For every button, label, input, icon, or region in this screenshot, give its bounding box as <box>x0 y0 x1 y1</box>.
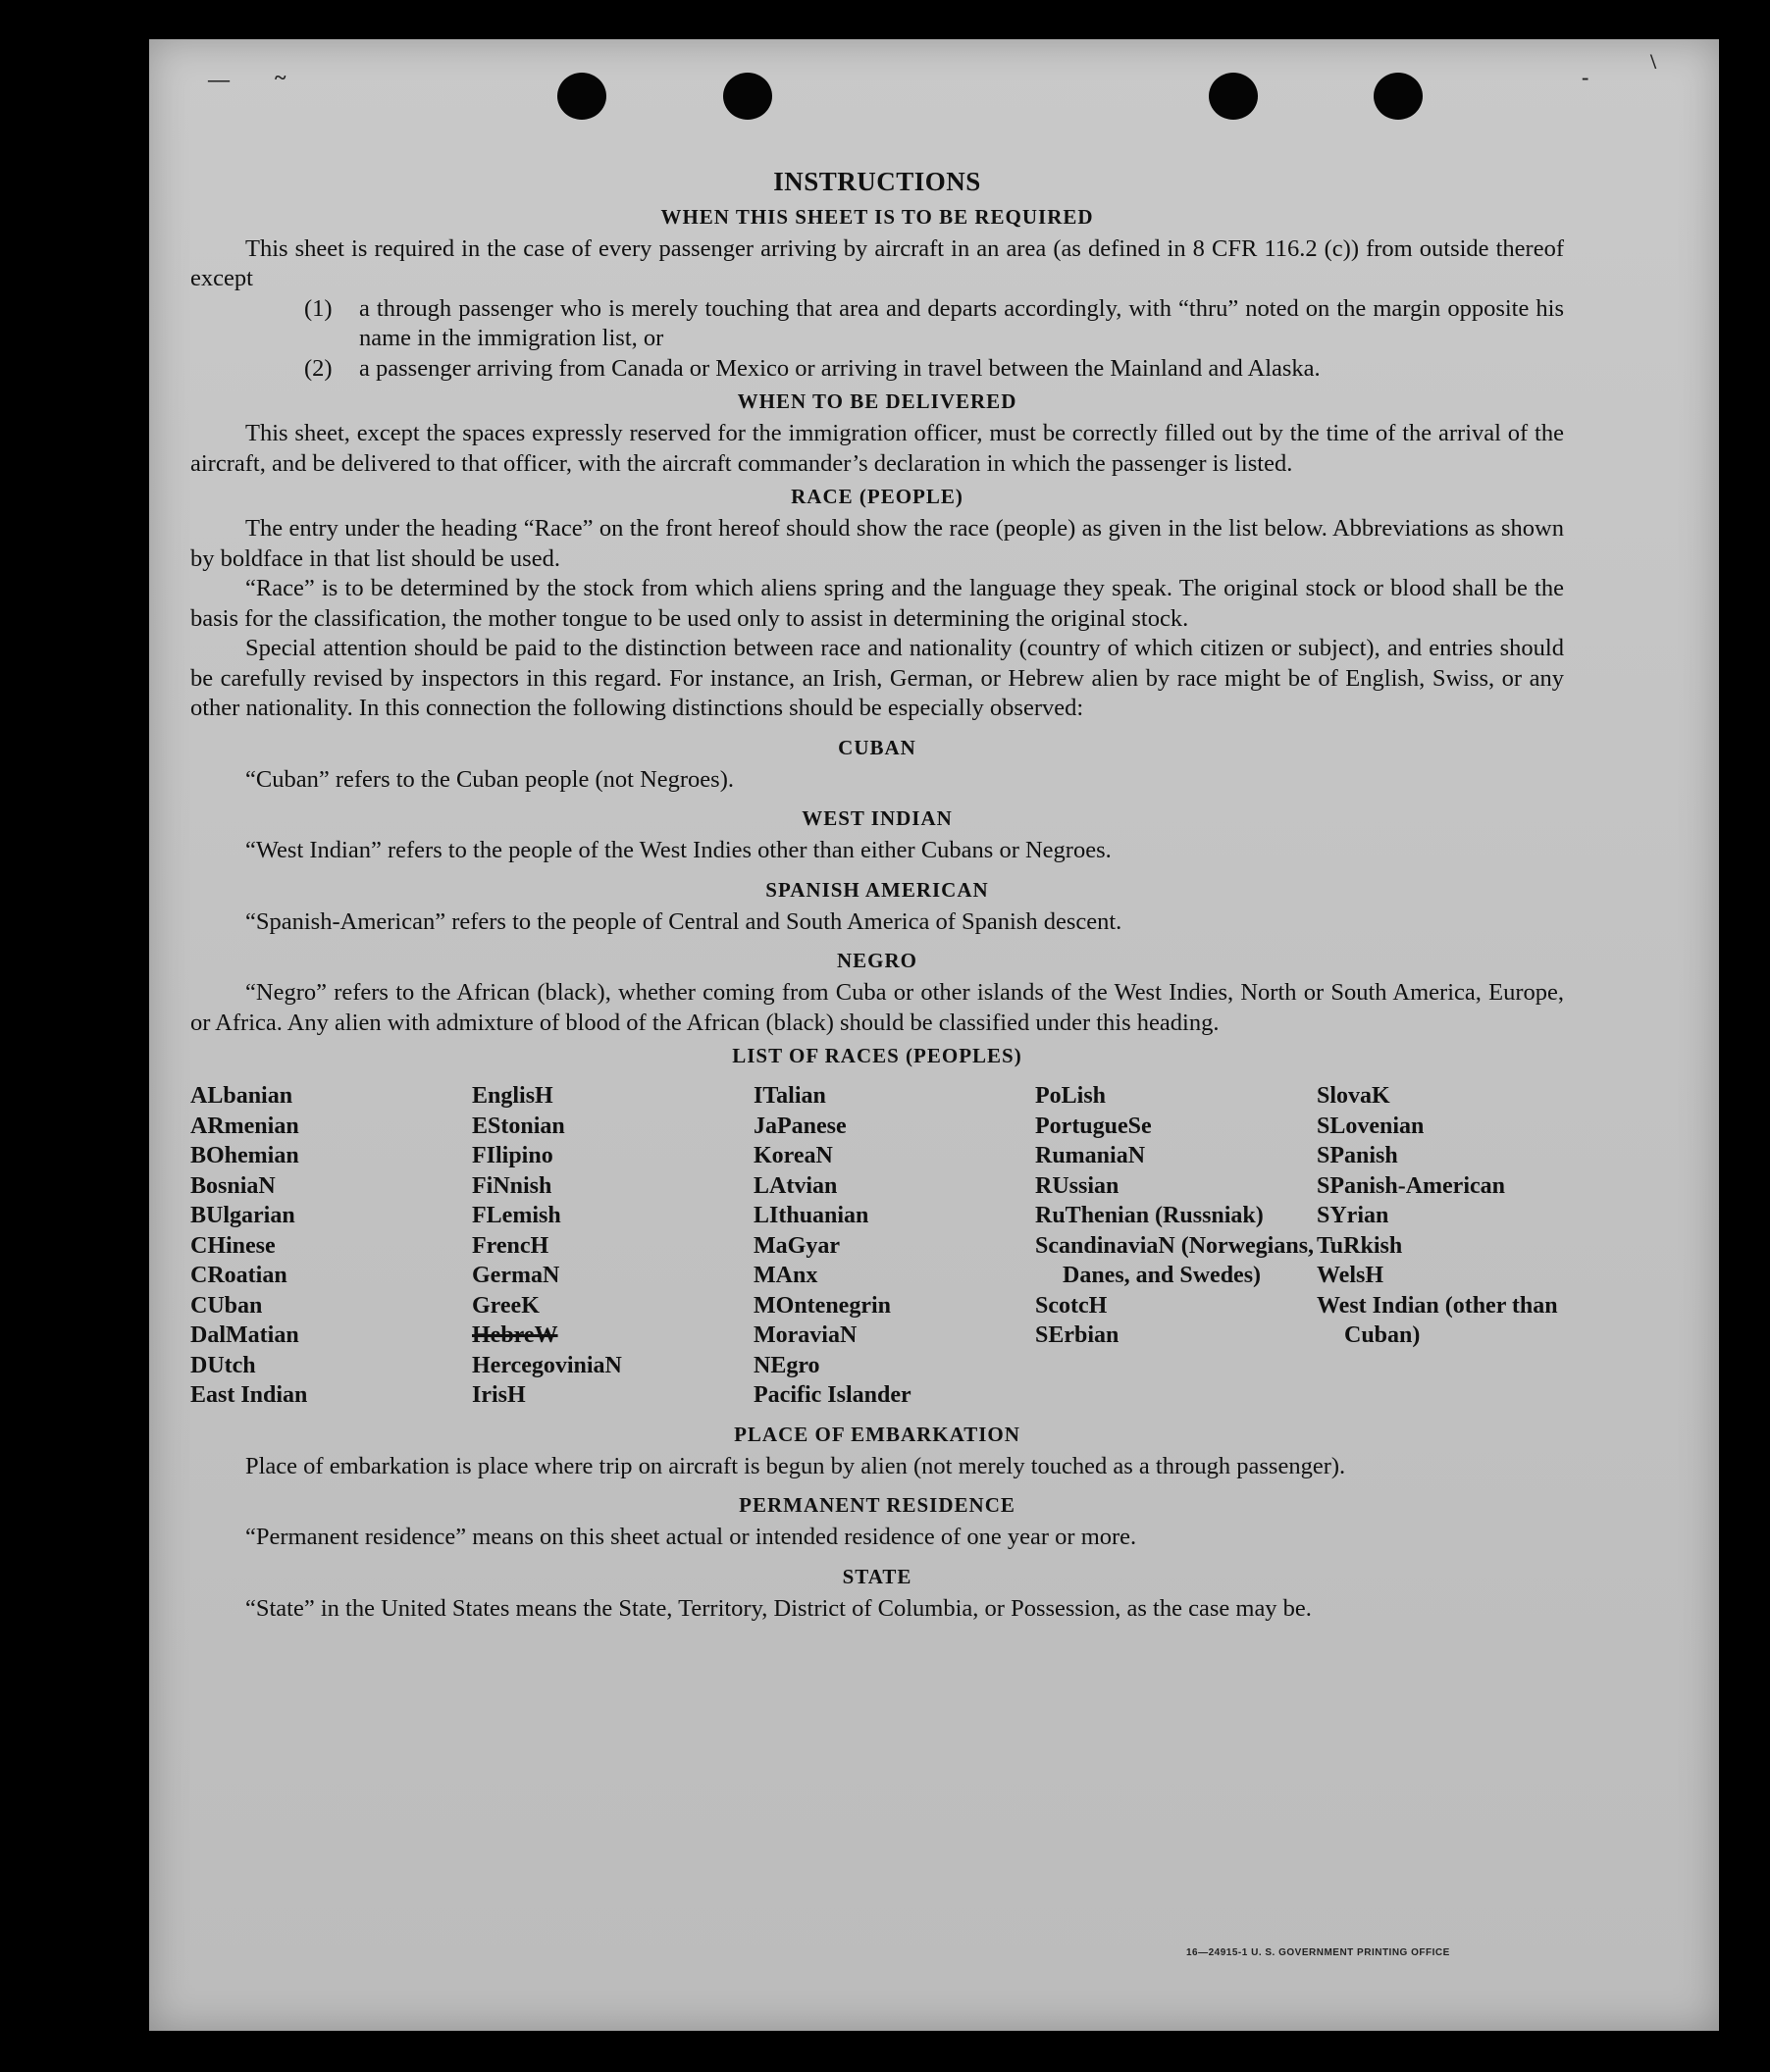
race-item: East Indian <box>190 1382 308 1408</box>
race-item: JaPanese <box>754 1113 847 1139</box>
item-text: a through passenger who is merely touching that area and departs accordingly, with “thru” noted on the margin opposite his name in the immigration list, or <box>359 294 1564 351</box>
section-heading: RACE (PEOPLE) <box>791 485 963 508</box>
race-item: SLovenian <box>1317 1113 1425 1139</box>
paragraph: “Spanish-American” refers to the people of Central and South America of Spanish descent. <box>245 907 1122 935</box>
section-heading: WHEN THIS SHEET IS TO BE REQUIRED <box>660 204 1094 229</box>
race-item: KoreaN <box>754 1143 833 1168</box>
race-item: RumaniaN <box>1035 1143 1146 1168</box>
punch-hole <box>1374 73 1423 120</box>
printer-imprint: 16—24915-1 U. S. GOVERNMENT PRINTING OFFICE <box>1186 1947 1450 1958</box>
paragraph: This sheet, except the spaces expressly reserved for the immigration officer, must be correctly filled out by the time of the arrival of the aircraft, and be delivered to that officer, with the aircraft commander’s declaration in which the passenger is listed. <box>190 420 1564 477</box>
section-heading: WHEN TO BE DELIVERED <box>737 389 1017 413</box>
race-list <box>190 1081 1564 1411</box>
instructions-content <box>190 167 1564 1624</box>
race-item: CHinese <box>190 1232 276 1259</box>
race-item: SPanish-American <box>1317 1172 1505 1199</box>
section-heading: STATE <box>842 1564 912 1588</box>
race-item: RuThenian (Russniak) <box>1035 1203 1264 1228</box>
document-page <box>149 39 1719 2031</box>
paragraph: “Negro” refers to the African (black), whether coming from Cuba or other islands of the West Indies, North or South America, Europe, or Africa. Any alien with admixture of blood of the African (black) should be classified under this heading. <box>190 979 1564 1036</box>
race-item: ARmenian <box>190 1113 299 1139</box>
race-item: GermaN <box>472 1263 560 1288</box>
section-heading: WEST INDIAN <box>802 806 953 830</box>
race-item: EnglisH <box>472 1083 553 1109</box>
race-column <box>754 1081 1035 1411</box>
list-item <box>304 354 1564 385</box>
race-item: CRoatian <box>190 1263 287 1288</box>
race-item: MAnx <box>754 1263 818 1288</box>
list-item <box>304 294 1564 354</box>
race-item: ALbanian <box>190 1083 293 1109</box>
race-item: PoLish <box>1035 1083 1107 1109</box>
section-heading: NEGRO <box>836 949 917 972</box>
race-item: MoraviaN <box>754 1322 858 1348</box>
race-item: HercegoviniaN <box>472 1352 622 1378</box>
scan-mark: - <box>1582 65 1589 89</box>
race-item: SlovaK <box>1317 1083 1390 1109</box>
race-item: PortugueSe <box>1035 1113 1152 1139</box>
race-item: MaGyar <box>754 1232 840 1259</box>
paragraph: The entry under the heading “Race” on the front hereof should show the race (people) as given in the list below. Abbreviations as shown by boldface in that list should be used. <box>190 515 1564 572</box>
race-item: FiNnish <box>472 1172 552 1199</box>
item-number: (2) <box>304 354 333 382</box>
section-heading: SPANISH AMERICAN <box>765 877 989 902</box>
section-heading: PERMANENT RESIDENCE <box>739 1493 1015 1517</box>
paragraph: “Cuban” refers to the Cuban people (not Negroes). <box>245 765 734 793</box>
page-title: INSTRUCTIONS <box>773 167 981 196</box>
race-item: ScandinaviaN (Norwegians, Danes, and Swedes) <box>1035 1232 1315 1288</box>
section-heading: CUBAN <box>838 735 916 759</box>
race-column <box>190 1081 472 1411</box>
race-item: SErbian <box>1035 1322 1119 1348</box>
race-item: WelsH <box>1317 1263 1384 1288</box>
race-item: ITalian <box>754 1083 826 1109</box>
race-item: NEgro <box>754 1352 820 1378</box>
race-item: TuRkish <box>1317 1232 1403 1259</box>
race-item: LAtvian <box>754 1172 838 1199</box>
paragraph: Special attention should be paid to the distinction between race and nationality (country of which citizen or subject), and entries should be carefully revised by inspectors in this regard. For instance, an Irish, German, or Hebrew alien by race might be of English, Swiss, or any other nationality. In this connection the following distinctions should be especially observed: <box>190 635 1564 721</box>
paragraph: Place of embarkation is place where trip on aircraft is begun by alien (not merely touched as a through passenger). <box>245 1452 1346 1479</box>
punch-hole <box>1209 73 1258 120</box>
paragraph: “Permanent residence” means on this sheet actual or intended residence of one year or more. <box>245 1524 1137 1550</box>
section-heading: LIST OF RACES (PEOPLES) <box>732 1044 1022 1067</box>
race-item: DalMatian <box>190 1322 299 1348</box>
scan-mark: — <box>208 67 230 91</box>
paragraph: This sheet is required in the case of every passenger arriving by aircraft in an area (as defined in 8 CFR 116.2 (c)) from outside thereof except <box>190 234 1564 291</box>
race-column <box>472 1081 754 1411</box>
race-item: BosniaN <box>190 1172 276 1199</box>
punch-hole <box>723 73 772 120</box>
paragraph: “West Indian” refers to the people of the West Indies other than either Cubans or Negroes. <box>245 837 1112 863</box>
race-item: DUtch <box>190 1352 256 1378</box>
race-item: SYrian <box>1317 1203 1389 1228</box>
item-text: a passenger arriving from Canada or Mexico or arriving in travel between the Mainland and Alaska. <box>359 354 1321 382</box>
race-item: West Indian (other than Cuban) <box>1317 1292 1558 1348</box>
paragraph: “Race” is to be determined by the stock from which aliens spring and the language they speak. The original stock or blood shall be the basis for the classification, the mother tongue to be used only to assist in determining the original stock. <box>190 575 1564 632</box>
race-item: ScotcH <box>1035 1292 1108 1319</box>
section-heading: PLACE OF EMBARKATION <box>734 1422 1020 1446</box>
race-item: FIlipino <box>472 1143 553 1168</box>
race-item: FLemish <box>472 1203 561 1228</box>
race-item: BOhemian <box>190 1143 299 1168</box>
race-item: RUssian <box>1035 1172 1119 1199</box>
paragraph: “State” in the United States means the State, Territory, District of Columbia, or Possession, as the case may be. <box>245 1594 1312 1622</box>
race-item: IrisH <box>472 1382 526 1408</box>
race-column <box>1035 1081 1317 1411</box>
race-column <box>1317 1081 1572 1411</box>
race-item: HebreW <box>472 1322 558 1348</box>
scan-mark: \ <box>1650 49 1657 74</box>
race-item: LIthuanian <box>754 1203 869 1228</box>
race-item: Pacific Islander <box>754 1382 911 1408</box>
race-item: MOntenegrin <box>754 1292 891 1319</box>
race-item: GreeK <box>472 1292 540 1319</box>
item-number: (1) <box>304 294 333 322</box>
scan-mark: ~ <box>275 65 286 89</box>
punch-hole <box>557 73 606 120</box>
race-item: CUban <box>190 1292 263 1319</box>
race-item: EStonian <box>472 1113 565 1139</box>
race-item: SPanish <box>1317 1143 1398 1168</box>
race-item: BUlgarian <box>190 1203 295 1228</box>
race-item: FrencH <box>472 1232 549 1259</box>
